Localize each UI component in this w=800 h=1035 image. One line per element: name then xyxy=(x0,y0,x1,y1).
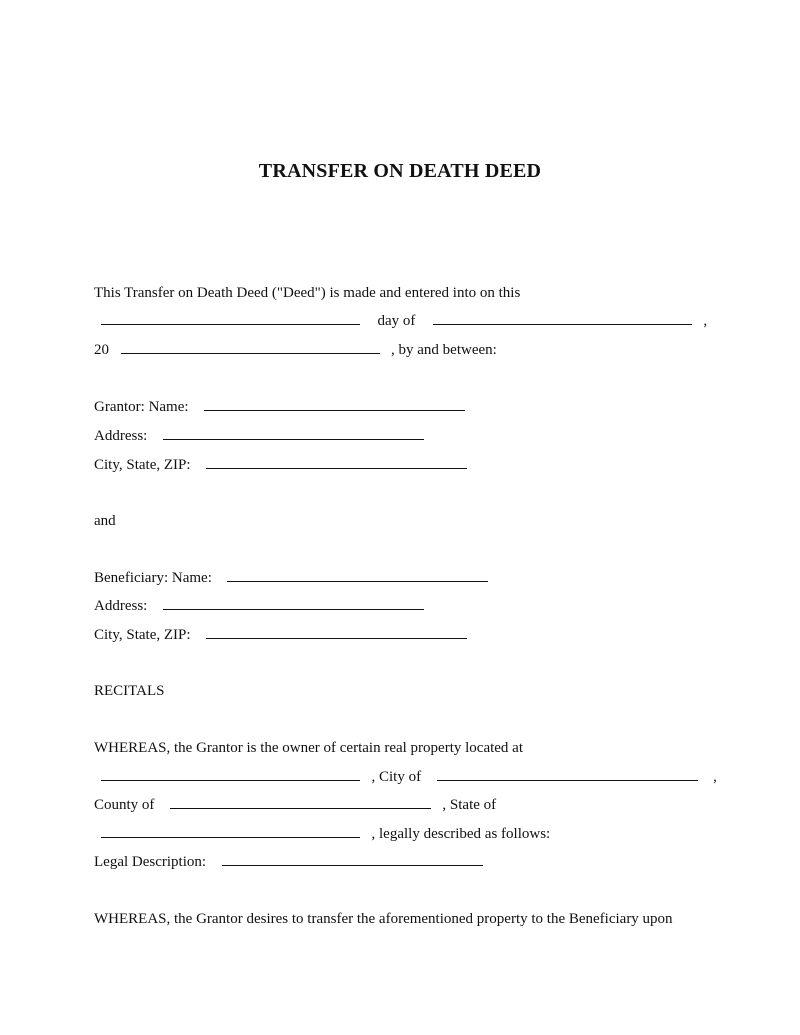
state-field[interactable] xyxy=(101,825,360,838)
grantor-address-field[interactable] xyxy=(163,427,424,440)
recitals-text: RECITALS xyxy=(94,683,165,699)
recitals-heading xyxy=(94,682,164,700)
comma-text: , xyxy=(703,313,708,329)
whereas-2-line xyxy=(94,910,673,928)
document-title: TRANSFER ON DEATH DEED xyxy=(258,160,542,182)
beneficiary-city-label: City, State, ZIP: xyxy=(94,627,191,643)
beneficiary-address-line xyxy=(94,597,424,615)
year-field[interactable] xyxy=(121,341,380,354)
grantor-city-label: City, State, ZIP: xyxy=(94,457,191,473)
beneficiary-city-line xyxy=(94,626,467,644)
year-prefix: 20 xyxy=(94,342,109,358)
day-of-label: day of xyxy=(377,313,416,329)
beneficiary-address-label: Address: xyxy=(94,598,148,614)
grantor-name-label: Grantor: Name: xyxy=(94,399,189,415)
and-line xyxy=(94,512,116,530)
beneficiary-name-line xyxy=(94,569,488,587)
legally-described-text: , legally described as follows: xyxy=(371,826,551,842)
legal-description-field[interactable] xyxy=(222,853,483,866)
legal-description-label: Legal Description: xyxy=(94,854,207,870)
grantor-address-line xyxy=(94,427,424,445)
grantor-name-field[interactable] xyxy=(204,398,465,411)
county-field[interactable] xyxy=(170,796,431,809)
whereas-1-text: WHEREAS, the Grantor is the owner of certain real property located at xyxy=(94,740,524,756)
day-field[interactable] xyxy=(101,312,360,325)
city-field[interactable] xyxy=(437,768,698,781)
beneficiary-name-field[interactable] xyxy=(227,569,488,582)
property-location-field[interactable] xyxy=(101,768,360,781)
county-line xyxy=(94,796,496,814)
state-line xyxy=(101,825,550,843)
city-of-label: , City of xyxy=(371,769,422,785)
grantor-address-label: Address: xyxy=(94,428,148,444)
date-line xyxy=(101,312,707,330)
whereas-2-text: WHEREAS, the Grantor desires to transfer the aforementioned property to the Beneficiary upon xyxy=(94,911,673,927)
intro-line xyxy=(94,284,520,302)
grantor-city-field[interactable] xyxy=(206,456,467,469)
beneficiary-name-label: Beneficiary: Name: xyxy=(94,570,212,586)
beneficiary-city-field[interactable] xyxy=(206,626,467,639)
grantor-city-line xyxy=(94,456,467,474)
year-line xyxy=(94,341,497,359)
whereas-1-line xyxy=(94,739,523,757)
location-line xyxy=(101,768,717,786)
grantor-name-line xyxy=(94,398,465,416)
intro-text: This Transfer on Death Deed ("Deed") is made and entered into on this xyxy=(94,285,521,301)
county-of-label: County of xyxy=(94,797,155,813)
and-text: and xyxy=(94,513,116,529)
state-of-label: , State of xyxy=(442,797,497,813)
beneficiary-address-field[interactable] xyxy=(163,597,424,610)
legal-description-line xyxy=(94,853,483,871)
month-field[interactable] xyxy=(433,312,692,325)
comma-text-2: , xyxy=(713,769,717,785)
by-and-between-text: , by and between: xyxy=(391,342,497,358)
